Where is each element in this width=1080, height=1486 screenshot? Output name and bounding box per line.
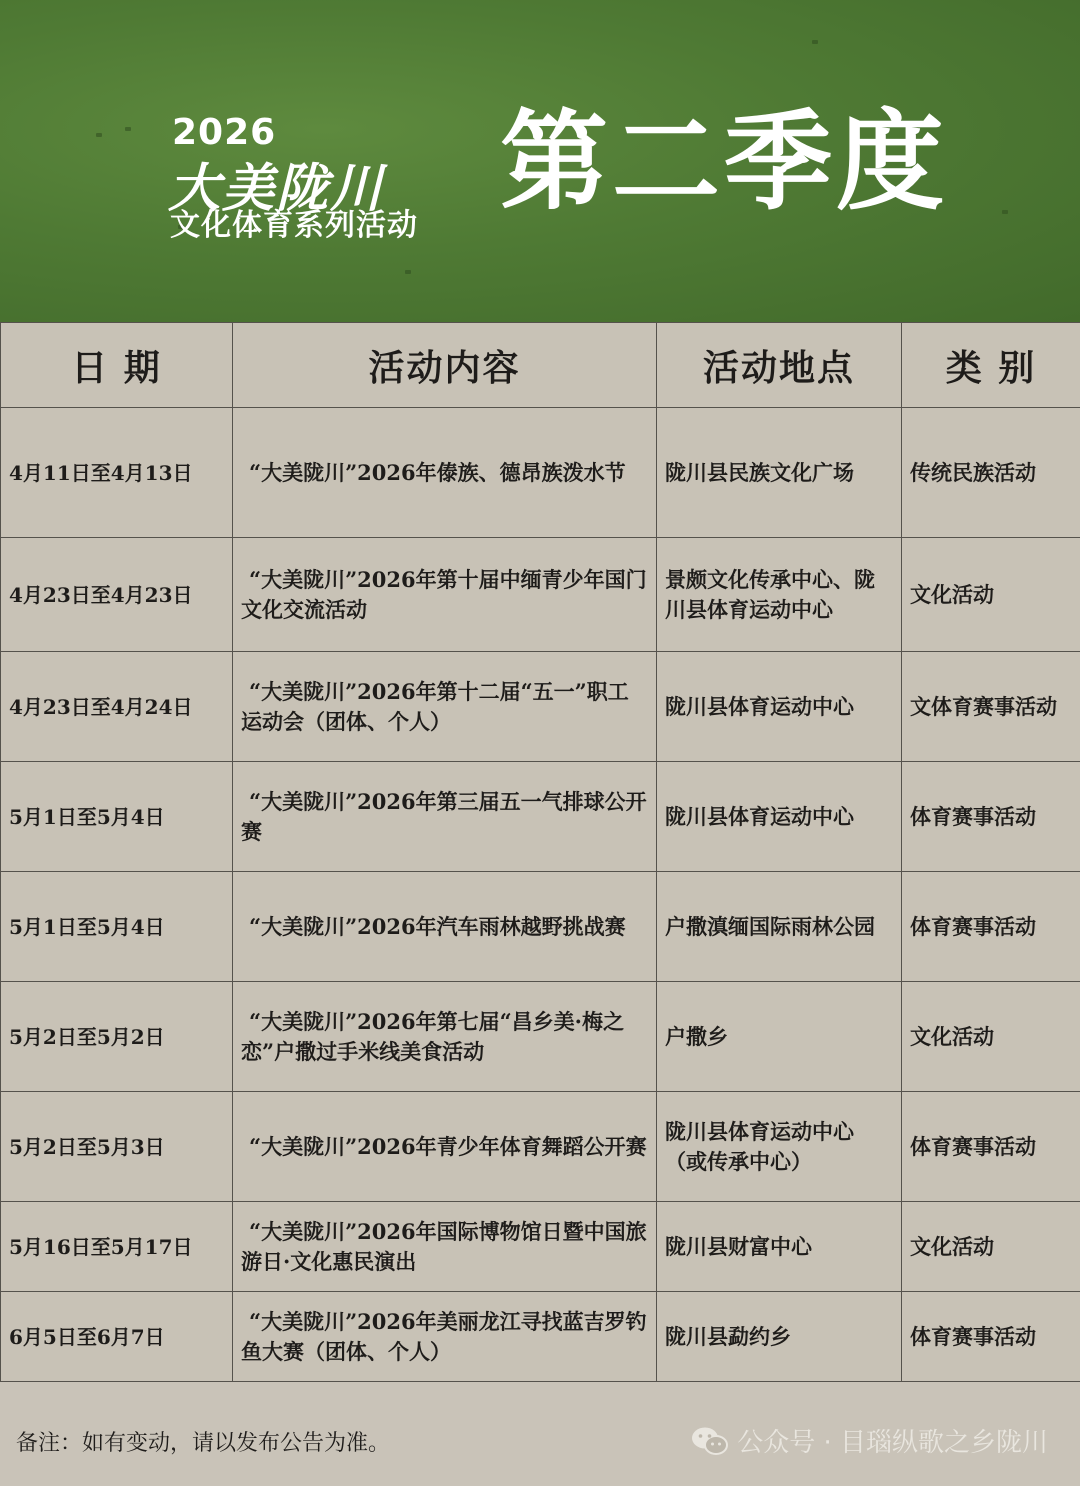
table-row (1, 652, 1080, 762)
cell-content: “大美陇川”2026年第十二届“五一”职工运动会（团体、个人） (233, 652, 657, 762)
cell-date: 5月1日至5月4日 (1, 762, 233, 872)
table-row (1, 1092, 1080, 1202)
cell-content: “大美陇川”2026年汽车雨林越野挑战赛 (233, 872, 657, 982)
cell-content: “大美陇川”2026年青少年体育舞蹈公开赛 (233, 1092, 657, 1202)
cell-date: 4月23日至4月23日 (1, 538, 233, 652)
season-title: 第二季度 (500, 99, 949, 225)
cell-location: 陇川县体育运动中心 (657, 762, 902, 872)
cell-location: 陇川县民族文化广场 (657, 408, 902, 538)
table-row (1, 1292, 1080, 1382)
schedule-table-wrapper (0, 322, 1080, 1382)
cell-date: 6月5日至6月7日 (1, 1292, 233, 1382)
wechat-icon (691, 1426, 729, 1456)
cell-content: “大美陇川”2026年美丽龙江寻找蓝吉罗钓鱼大赛（团体、个人） (233, 1292, 657, 1382)
cell-category: 体育赛事活动 (902, 762, 1080, 872)
cell-location: 陇川县体育运动中心 (657, 652, 902, 762)
cell-location: 景颇文化传承中心、陇川县体育运动中心 (657, 538, 902, 652)
texture-speck (96, 133, 102, 137)
cell-content: “大美陇川”2026年第三届五一气排球公开赛 (233, 762, 657, 872)
cell-location: 户撒乡 (657, 982, 902, 1092)
cell-category: 体育赛事活动 (902, 1092, 1080, 1202)
cell-location: 陇川县体育运动中心（或传承中心） (657, 1092, 902, 1202)
cell-date: 5月2日至5月3日 (1, 1092, 233, 1202)
column-header-category: 类 别 (902, 323, 1080, 408)
cell-date: 5月2日至5月2日 (1, 982, 233, 1092)
table-row (1, 762, 1080, 872)
cell-category: 文化活动 (902, 982, 1080, 1092)
cell-location: 户撒滇缅国际雨林公园 (657, 872, 902, 982)
header-banner (0, 0, 1080, 322)
watermark (691, 1422, 1048, 1459)
table-row (1, 408, 1080, 538)
column-header-location: 活动地点 (657, 323, 902, 408)
texture-speck (125, 127, 131, 131)
brand-logo (168, 112, 468, 243)
cell-date: 4月11日至4月13日 (1, 408, 233, 538)
table-header-row (1, 323, 1080, 408)
table-row (1, 982, 1080, 1092)
column-header-content: 活动内容 (233, 323, 657, 408)
column-header-date: 日 期 (1, 323, 233, 408)
cell-content: “大美陇川”2026年第七届“昌乡美·梅之恋”户撒过手米线美食活动 (233, 982, 657, 1092)
cell-category: 体育赛事活动 (902, 872, 1080, 982)
brand-year: 2026 (172, 112, 277, 153)
cell-category: 文化活动 (902, 538, 1080, 652)
table-row (1, 538, 1080, 652)
footer (0, 1382, 1080, 1486)
texture-speck (1002, 210, 1008, 214)
cell-category: 传统民族活动 (902, 408, 1080, 538)
cell-location: 陇川县勐约乡 (657, 1292, 902, 1382)
cell-category: 体育赛事活动 (902, 1292, 1080, 1382)
brand-subtitle: 文化体育系列活动 (170, 208, 418, 243)
cell-date: 5月1日至5月4日 (1, 872, 233, 982)
texture-speck (812, 40, 818, 44)
brand-name: 大美陇川 (168, 159, 385, 219)
texture-speck (405, 270, 411, 274)
watermark-text: 公众号 · 目瑙纵歌之乡陇川 (737, 1428, 1048, 1458)
footer-note: 备注：如有变动，请以发布公告为准。 (16, 1431, 391, 1456)
schedule-table (0, 322, 1080, 1382)
cell-content: “大美陇川”2026年傣族、德昂族泼水节 (233, 408, 657, 538)
cell-category: 文化活动 (902, 1202, 1080, 1292)
cell-location: 陇川县财富中心 (657, 1202, 902, 1292)
cell-date: 4月23日至4月24日 (1, 652, 233, 762)
cell-content: “大美陇川”2026年国际博物馆日暨中国旅游日·文化惠民演出 (233, 1202, 657, 1292)
table-row (1, 1202, 1080, 1292)
table-row (1, 872, 1080, 982)
cell-date: 5月16日至5月17日 (1, 1202, 233, 1292)
cell-category: 文体育赛事活动 (902, 652, 1080, 762)
cell-content: “大美陇川”2026年第十届中缅青少年国门文化交流活动 (233, 538, 657, 652)
